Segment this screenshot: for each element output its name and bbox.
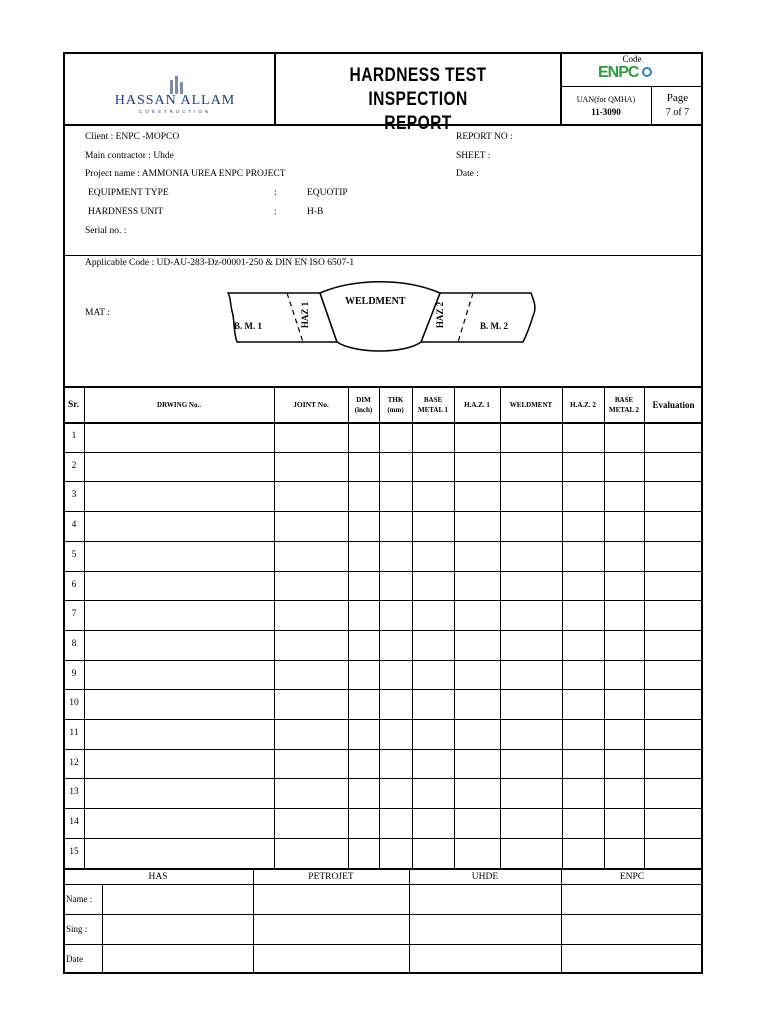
equipment-type-value: EQUOTIP <box>307 188 348 198</box>
table-row-number: 9 <box>71 669 77 679</box>
page-label: Page <box>666 92 689 104</box>
table-col-line <box>500 387 501 868</box>
table-row-line <box>63 481 703 482</box>
col-dim-header <box>348 388 379 422</box>
equipment-type-colon: : <box>274 188 277 198</box>
hardness-unit-colon: : <box>274 207 277 217</box>
table-col-line <box>348 387 349 868</box>
col-base2-header <box>604 388 644 422</box>
signature-divider-1 <box>63 914 703 915</box>
col-joint-header: JOINT No. <box>293 400 329 409</box>
table-row-line <box>63 571 703 572</box>
table-row-line <box>63 511 703 512</box>
col-evaluation-header: Evaluation <box>652 400 695 410</box>
bm2-label: B. M. 2 <box>480 321 508 331</box>
table-row-line <box>63 630 703 631</box>
table-row-line <box>63 838 703 839</box>
enpc-logo-text: ENPC <box>598 64 639 81</box>
title-line-1: HARDNESS TEST INSPECTION <box>349 65 487 110</box>
equipment-type-label: EQUIPMENT TYPE <box>88 188 169 198</box>
table-col-line <box>274 387 275 868</box>
party-has: HAS <box>148 872 168 882</box>
table-row-number: 4 <box>71 520 77 530</box>
signature-date-label: Date <box>66 954 83 964</box>
col-sr-header: Sr. <box>67 400 79 410</box>
table-col-line <box>562 387 563 868</box>
col-thk-line1: THK <box>387 396 404 404</box>
signature-divider-2 <box>63 944 703 945</box>
col-thk-line2: (mm) <box>387 406 404 414</box>
table-row-number: 8 <box>71 639 77 649</box>
party-enpc: ENPC <box>619 872 645 882</box>
table-col-line <box>454 387 455 868</box>
col-dim-line2: (inch) <box>354 406 373 414</box>
table-row-line <box>63 749 703 750</box>
table-row-number: 2 <box>71 461 77 471</box>
serial-no-field: Serial no. : <box>85 226 127 236</box>
col-base1-header <box>412 388 454 422</box>
table-col-line <box>644 387 645 868</box>
table-row-number: 5 <box>71 550 77 560</box>
signature-header-divider <box>63 884 703 885</box>
col-base2-line1: BASE <box>614 396 634 404</box>
table-row-number: 7 <box>71 609 77 619</box>
col-thk-header <box>379 388 412 422</box>
col-haz1-header: H.A.Z. 1 <box>464 401 490 409</box>
info-divider <box>63 255 703 256</box>
uan-value: 11-3090 <box>591 107 621 117</box>
signature-sign-label: Sing : <box>66 924 88 934</box>
table-col-line <box>379 387 380 868</box>
table-row-number: 11 <box>69 728 79 738</box>
weld-joint-sketch <box>215 276 545 356</box>
col-drawing-header: DRWING No.. <box>157 401 201 409</box>
table-row-line <box>63 660 703 661</box>
party-petrojet: PETROJET <box>308 872 354 882</box>
date-field: Date : <box>456 169 479 179</box>
table-row-line <box>63 689 703 690</box>
table-row-line <box>63 719 703 720</box>
table-row-number: 1 <box>71 431 77 441</box>
table-row-line <box>63 778 703 779</box>
code-divider <box>561 86 703 87</box>
client-field: Client : ENPC -MOPCO <box>85 132 180 142</box>
applicable-code: Applicable Code : UD-AU-283-Dz-00001-250 & DIN EN ISO 6507-1 <box>85 258 355 268</box>
table-row-number: 3 <box>71 490 77 500</box>
table-row-number: 13 <box>69 787 79 797</box>
haz1-label: HAZ 1 <box>300 301 311 329</box>
signature-label-vline <box>102 884 103 974</box>
table-row-number: 6 <box>71 580 77 590</box>
report-no-field: REPORT NO : <box>456 132 513 142</box>
table-row-line <box>63 808 703 809</box>
enpc-swirl-icon <box>642 67 652 77</box>
col-base1-line2: METAL 1 <box>417 406 448 414</box>
main-contractor-field: Main contractor : Uhde <box>85 151 174 161</box>
signature-vline-2 <box>409 868 410 974</box>
signature-vline-1 <box>253 868 254 974</box>
table-row-line <box>63 541 703 542</box>
signature-name-label: Name : <box>66 894 93 904</box>
col-dim-line1: DIM <box>356 396 371 404</box>
col-weldment-header: WELDMENT <box>509 401 553 409</box>
col-haz2-header: H.A.Z. 2 <box>570 401 596 409</box>
table-row-number: 14 <box>69 817 79 827</box>
hardness-unit-value: H-B <box>307 207 324 217</box>
table-row-number: 12 <box>69 758 79 768</box>
report-title <box>276 64 560 136</box>
table-col-line <box>604 387 605 868</box>
weld-diagram <box>215 276 545 356</box>
col-base2-line2: METAL 2 <box>608 406 639 414</box>
title-line-2: REPORT <box>384 113 452 134</box>
col-base1-line1: BASE <box>423 396 443 404</box>
weldment-label: WELDMENT <box>345 296 406 307</box>
company-subtitle: CONSTRUCTION <box>138 109 212 114</box>
page-value: 7 of 7 <box>665 107 690 118</box>
table-row-number: 10 <box>69 698 79 708</box>
signature-vline-3 <box>561 868 562 974</box>
company-logo <box>100 70 250 118</box>
project-name-field: Project name : AMMONIA UREA ENPC PROJECT <box>85 169 286 179</box>
haz2-label: HAZ 2 <box>435 301 446 329</box>
signature-top-divider <box>63 868 703 870</box>
hardness-unit-label: HARDNESS UNIT <box>88 207 164 217</box>
table-row-number: 15 <box>69 847 79 857</box>
sheet-field: SHEET : <box>456 151 491 161</box>
table-row-line <box>63 452 703 453</box>
party-uhde: UHDE <box>471 872 499 882</box>
bm1-label: B. M. 1 <box>234 321 262 331</box>
table-row-line <box>63 600 703 601</box>
company-name: HASSAN ALLAM <box>114 93 236 108</box>
mat-label: MAT : <box>85 308 110 318</box>
code-label: Code <box>622 54 642 64</box>
uan-label: UAN(for QMHA) <box>576 95 636 104</box>
table-col-line <box>412 387 413 868</box>
table-header-line <box>63 422 703 424</box>
enpc-logo <box>598 64 658 84</box>
